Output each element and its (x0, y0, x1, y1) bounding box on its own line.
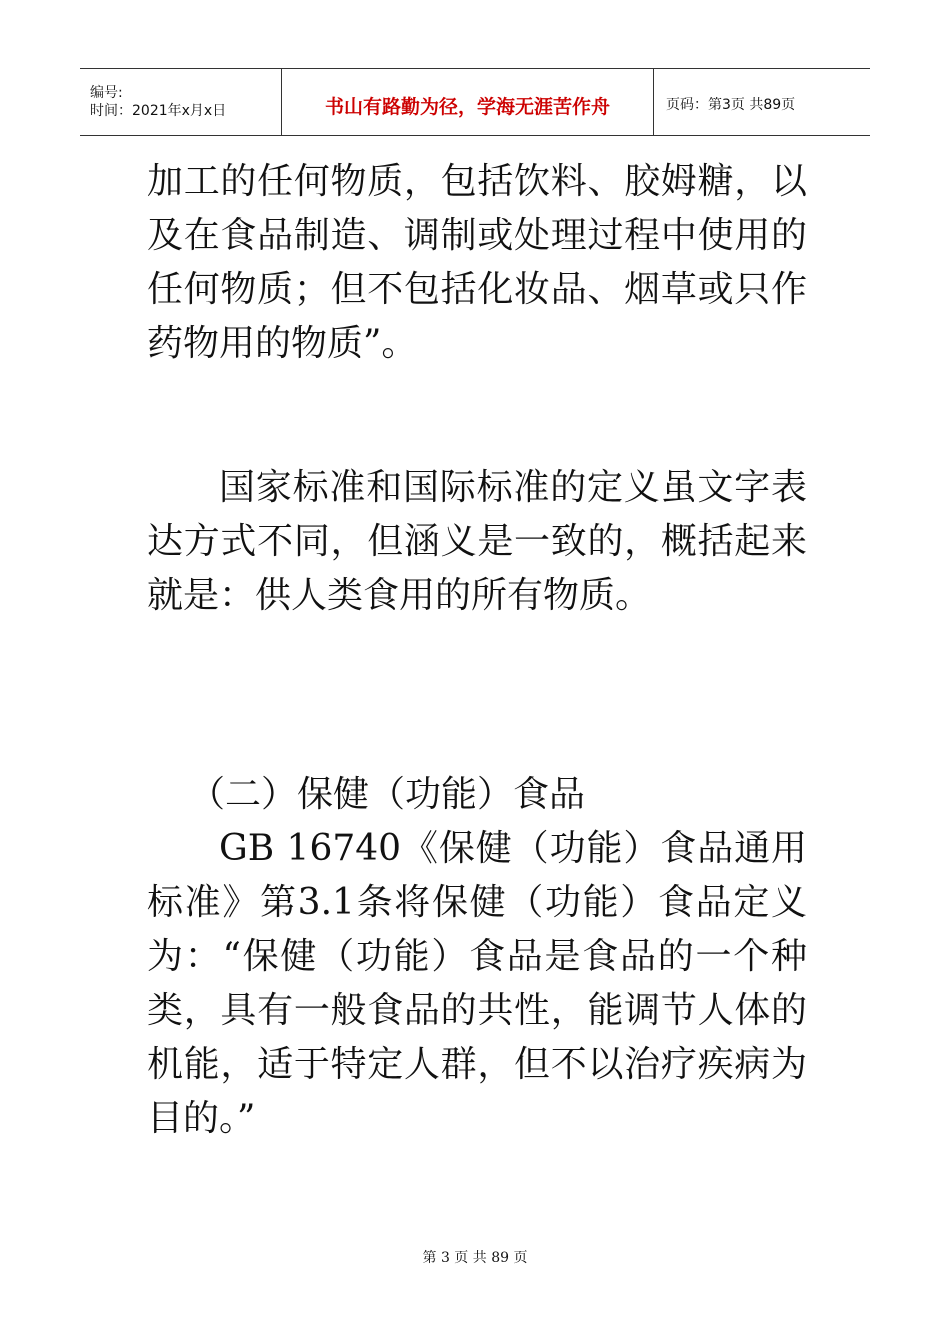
page-info-text: 页码：第3页 共89页 (666, 97, 796, 113)
header-page-info (654, 69, 870, 135)
header-motto (282, 69, 654, 135)
document-header (80, 68, 870, 136)
paragraph-1: 加工的任何物质，包括饮料、胶姆糖，以及在食品制造、调制或处理过程中使用的任何物质；但不包括化妆品、烟草或只作药物用的物质”。 (147, 161, 807, 364)
motto-text: 书山有路勤为径，学海无涯苦作舟 (324, 95, 610, 118)
document-body (147, 155, 807, 1146)
page-footer (0, 1247, 950, 1267)
paragraph-2: 国家标准和国际标准的定义虽文字表达方式不同，但涵义是一致的，概括起来就是：供人类食用的所有物质。 (147, 467, 807, 616)
header-time: 时间：2021年x月x日 (90, 103, 227, 119)
footer-page-number: 第 3 页 共 89 页 (422, 1250, 528, 1266)
header-meta (80, 69, 282, 135)
header-number-label: 编号: (90, 85, 123, 101)
section-title: （二）保健（功能）食品 (189, 774, 586, 815)
paragraph-3: GB 16740《保健（功能）食品通用标准》第3.1条将保健（功能）食品定义为：“保健（功能）食品是食品的一个种类，具有一般食品的共性，能调节人体的机能，适于特定人群，但不以治疗疾病为目的。” (147, 828, 807, 1139)
